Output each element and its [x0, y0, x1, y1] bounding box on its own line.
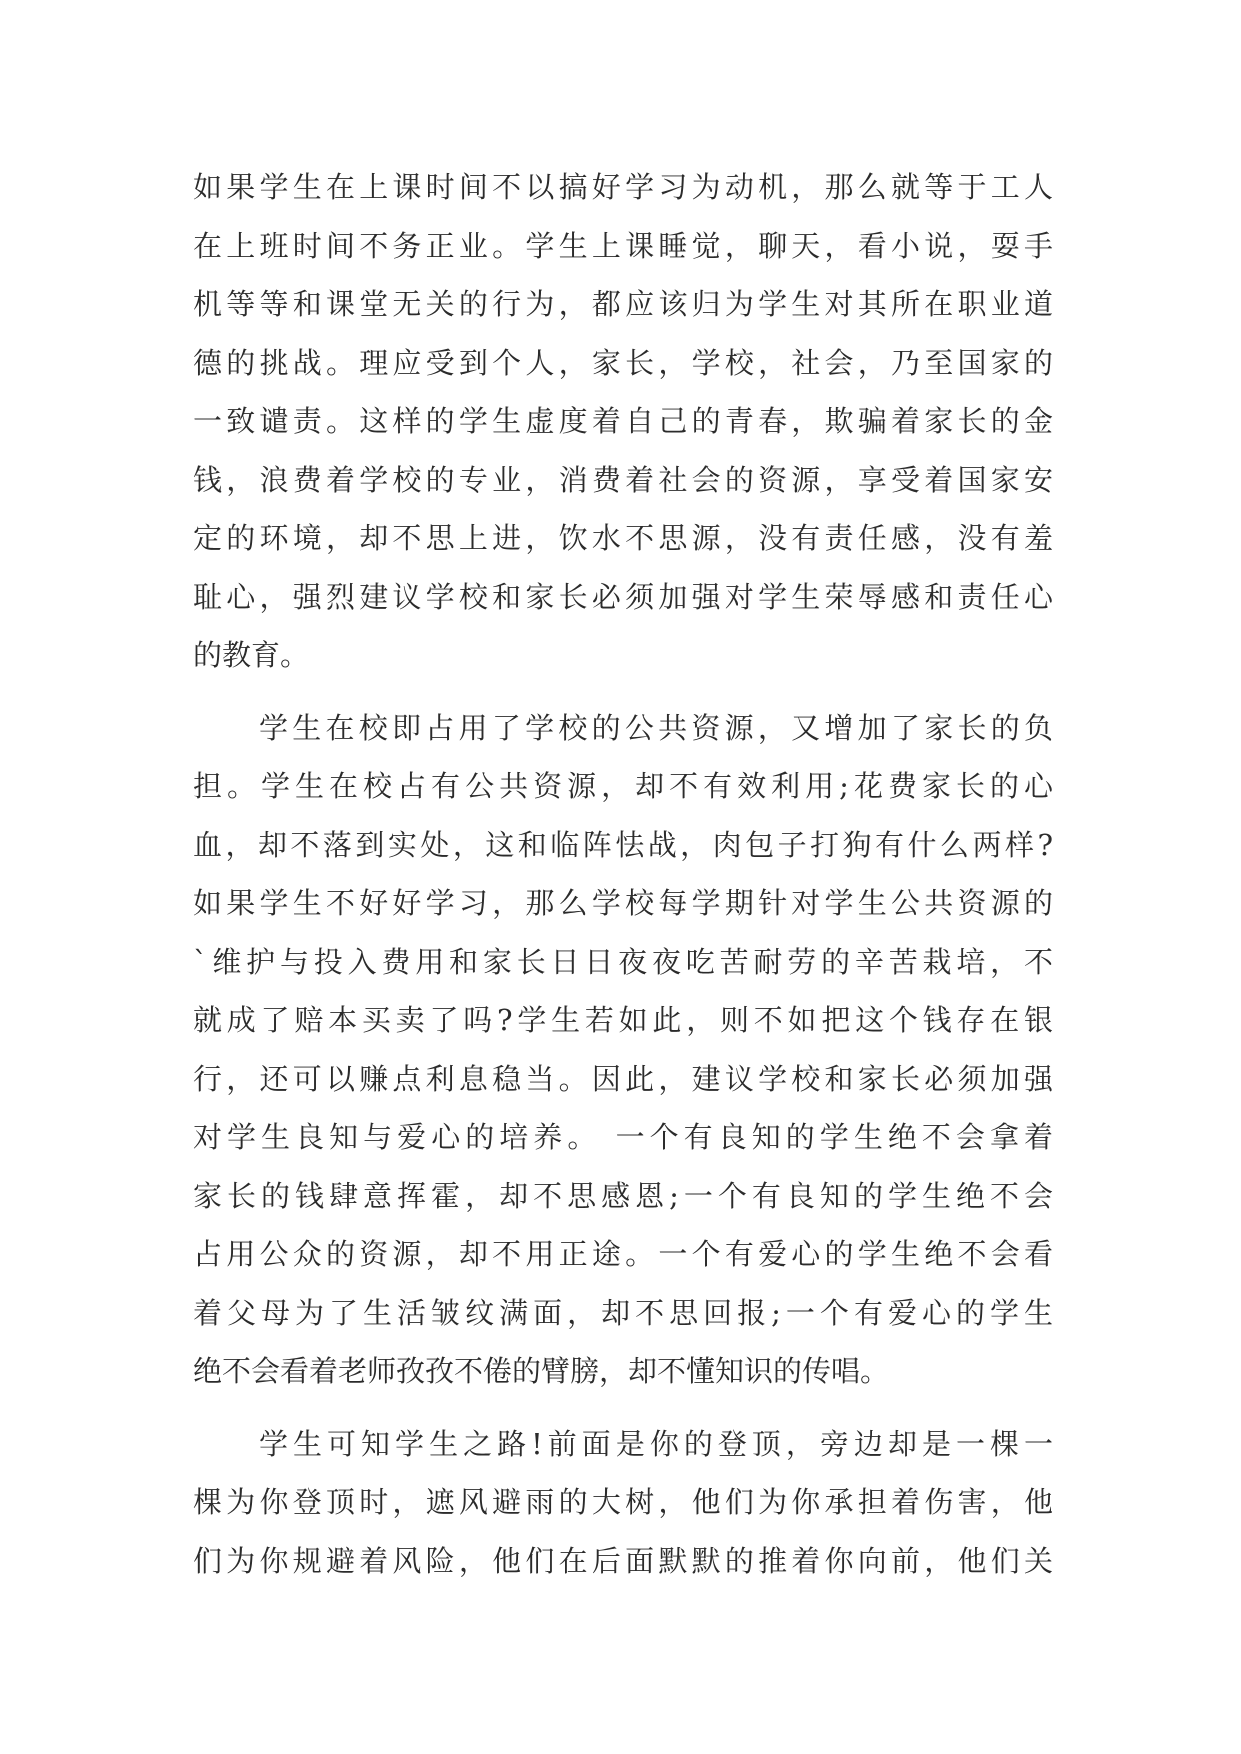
- text-line: 对学生良知与爱心的培养。 一个有良知的学生绝不会拿着: [193, 1120, 1053, 1154]
- document-body: [193, 158, 1053, 1590]
- paragraph: [193, 699, 1053, 1401]
- text-line: 担。学生在校占有公共资源，却不有效利用;花费家长的心: [193, 769, 1053, 803]
- text-line: 一致谴责。这样的学生虚度着自己的青春，欺骗着家长的金: [193, 404, 1053, 438]
- text-line: 学生在校即占用了学校的公共资源，又增加了家长的负: [259, 710, 1053, 745]
- text-line: 在上班时间不务正业。学生上课睡觉，聊天，看小说，耍手: [193, 228, 1053, 263]
- text-line: 家长的钱肆意挥霍，却不思感恩;一个有良知的学生绝不会: [193, 1178, 1053, 1213]
- paragraph: [193, 1415, 1053, 1591]
- text-line: 如果学生不好好学习，那么学校每学期针对学生公共资源的: [193, 886, 1053, 920]
- text-line: 耻心，强烈建议学校和家长必须加强对学生荣辱感和责任心: [193, 579, 1053, 614]
- paragraph-gap: [193, 685, 1053, 699]
- text-line: 定的环境，却不思上进，饮水不思源，没有责任感，没有羞: [193, 521, 1053, 555]
- text-line: 机等等和课堂无关的行为，都应该归为学生对其所在职业道: [193, 287, 1053, 321]
- text-line: 血，却不落到实处，这和临阵怯战，肉包子打狗有什么两样?: [193, 827, 1053, 862]
- text-line: 的教育。: [193, 638, 310, 672]
- text-line: 如果学生在上课时间不以搞好学习为动机，那么就等于工人: [193, 170, 1053, 204]
- text-line: 行，还可以赚点利息稳当。因此，建议学校和家长必须加强: [193, 1061, 1053, 1096]
- text-line: 棵为你登顶时，遮风避雨的大树，他们为你承担着伤害，他: [193, 1485, 1053, 1519]
- text-line: 们为你规避着风险，他们在后面默默的推着你向前，他们关: [193, 1543, 1053, 1578]
- text-line: 占用公众的资源，却不用正途。一个有爱心的学生绝不会看: [193, 1237, 1053, 1271]
- text-line: `维护与投入费用和家长日日夜夜吃苦耐劳的辛苦栽培，不: [193, 944, 1053, 979]
- text-line: 绝不会看着老师孜孜不倦的臂膀，却不懂知识的传唱。: [193, 1354, 890, 1388]
- text-line: 学生可知学生之路!前面是你的登顶，旁边却是一棵一: [259, 1426, 1053, 1461]
- text-line: 德的挑战。理应受到个人，家长，学校，社会，乃至国家的: [193, 345, 1053, 380]
- text-line: 钱，浪费着学校的专业，消费着社会的资源，享受着国家安: [193, 462, 1053, 497]
- text-line: 就成了赔本买卖了吗?学生若如此，则不如把这个钱存在银: [193, 1003, 1053, 1037]
- paragraph-gap: [193, 1401, 1053, 1415]
- paragraph: [193, 158, 1053, 685]
- text-line: 着父母为了生活皱纹满面，却不思回报;一个有爱心的学生: [193, 1295, 1053, 1330]
